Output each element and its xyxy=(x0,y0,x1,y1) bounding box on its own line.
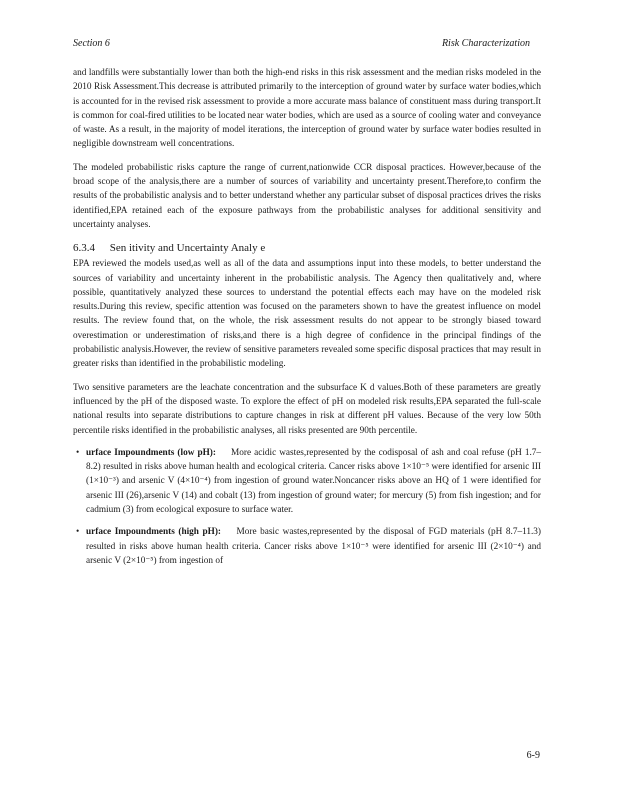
paragraph-landfills: and landfills were substantially lower than both the high-end risks in this risk assessment and the median risks modeled in the 2010 Risk Assessment.This decrease is attributed primarily to the interception of ground water by surface water bodies,which is accounted for in the revised risk assessment to provide a more accurate mass balance of constituent mass during transport.It is common for coal-fired utilities to be located near water bodies, which are used as a source of cooling water and conveyance of waste. As a result, in the majority of model iterations, the interception of ground water by surface water bodies resulted in negligible downstream well concentrations. xyxy=(73,68,541,150)
bullet-text: More basic wastes,represented by the disposal of FGD materials (pH 8.7–11.3) resulted in risks above human health criteria. Cancer risks above 1×10⁻⁵ were identified for arsenic III (2×10⁻⁴) and arsenic V (2×10⁻⁵) from ingestion of xyxy=(86,527,542,566)
bullet-list xyxy=(73,446,541,568)
list-item xyxy=(73,446,541,517)
list-item xyxy=(73,525,541,568)
section-heading-text: Sen itivity and Uncertainty Analy e xyxy=(109,242,266,255)
section-heading xyxy=(73,241,541,256)
paragraph-sensitive-parameters: Two sensitive parameters are the leachate concentration and the subsurface K d values.Both of these parameters are greatly influenced by the pH of the disposed waste. To explore the effect of pH on modeled risk results,EPA separated the full-scale national results into separate distributions to capture changes in risk at different pH values. Because of the very low 50th percentile risks identified in the probabilistic analyses, all risks presented are 90th percentile. xyxy=(73,382,541,436)
bullet-label: urface Impoundments (low pH): xyxy=(86,447,216,458)
header-title: Risk Characterization xyxy=(441,38,530,49)
bullet-marker: • xyxy=(76,527,80,538)
section-heading-number: 6.3.4 xyxy=(73,242,95,255)
page-body xyxy=(73,66,541,576)
bullet-label: urface Impoundments (high pH): xyxy=(86,527,221,538)
page-number: 6-9 xyxy=(526,750,540,761)
bullet-marker: • xyxy=(76,447,80,458)
header-section: Section 6 xyxy=(73,38,110,49)
bullet-text: More acidic wastes,represented by the codisposal of ash and coal refuse (pH 1.7–8.2) resulted in risks above human health and ecological criteria. Cancer risks above 1×10⁻⁵ were identified for arsenic III (1×10⁻³) and arsenic V (4×10⁻⁴) from ingestion of ground water.Noncancer risks above an HQ of 1 were identified for arsenic III (26),arsenic V (14) and cobalt (13) from ingestion of ground water; for mercury (5) from fish ingestion; and for cadmium (3) from ecological exposure to surface water. xyxy=(86,447,542,516)
paragraph-probabilistic-risks: The modeled probabilistic risks capture the range of current,nationwide CCR disposal practices. However,because of the broad scope of the analysis,there are a number of sources of variability and uncertainty present.Therefore,to confirm the results of the probabilistic analysis and to better understand whether any particular subset of disposal practices drives the risks identified,EPA retained each of the exposure pathways from the probabilistic analyses for additional sensitivity and uncertainty analyses. xyxy=(73,162,541,230)
paragraph-review: EPA reviewed the models used,as well as all of the data and assumptions input into these models, to better understand the sources of variability and uncertainty inherent in the probabilistic analysis. The Agency then qualitatively and, where possible, quantitatively analyzed these sources to understand the potential effects each may have on the modeled risk results.During this review, specific attention was focused on the parameters shown to have the greatest influence on model results. The review found that, on the whole, the risk assessment results do not appear to be strongly biased toward overestimation or underestimation of risks,and there is a high degree of confidence in the principal findings of the probabilistic analysis.However, the review of sensitive parameters revealed some specific disposal practices that may result in greater risks than identified in the probabilistic modeling. xyxy=(73,259,541,370)
